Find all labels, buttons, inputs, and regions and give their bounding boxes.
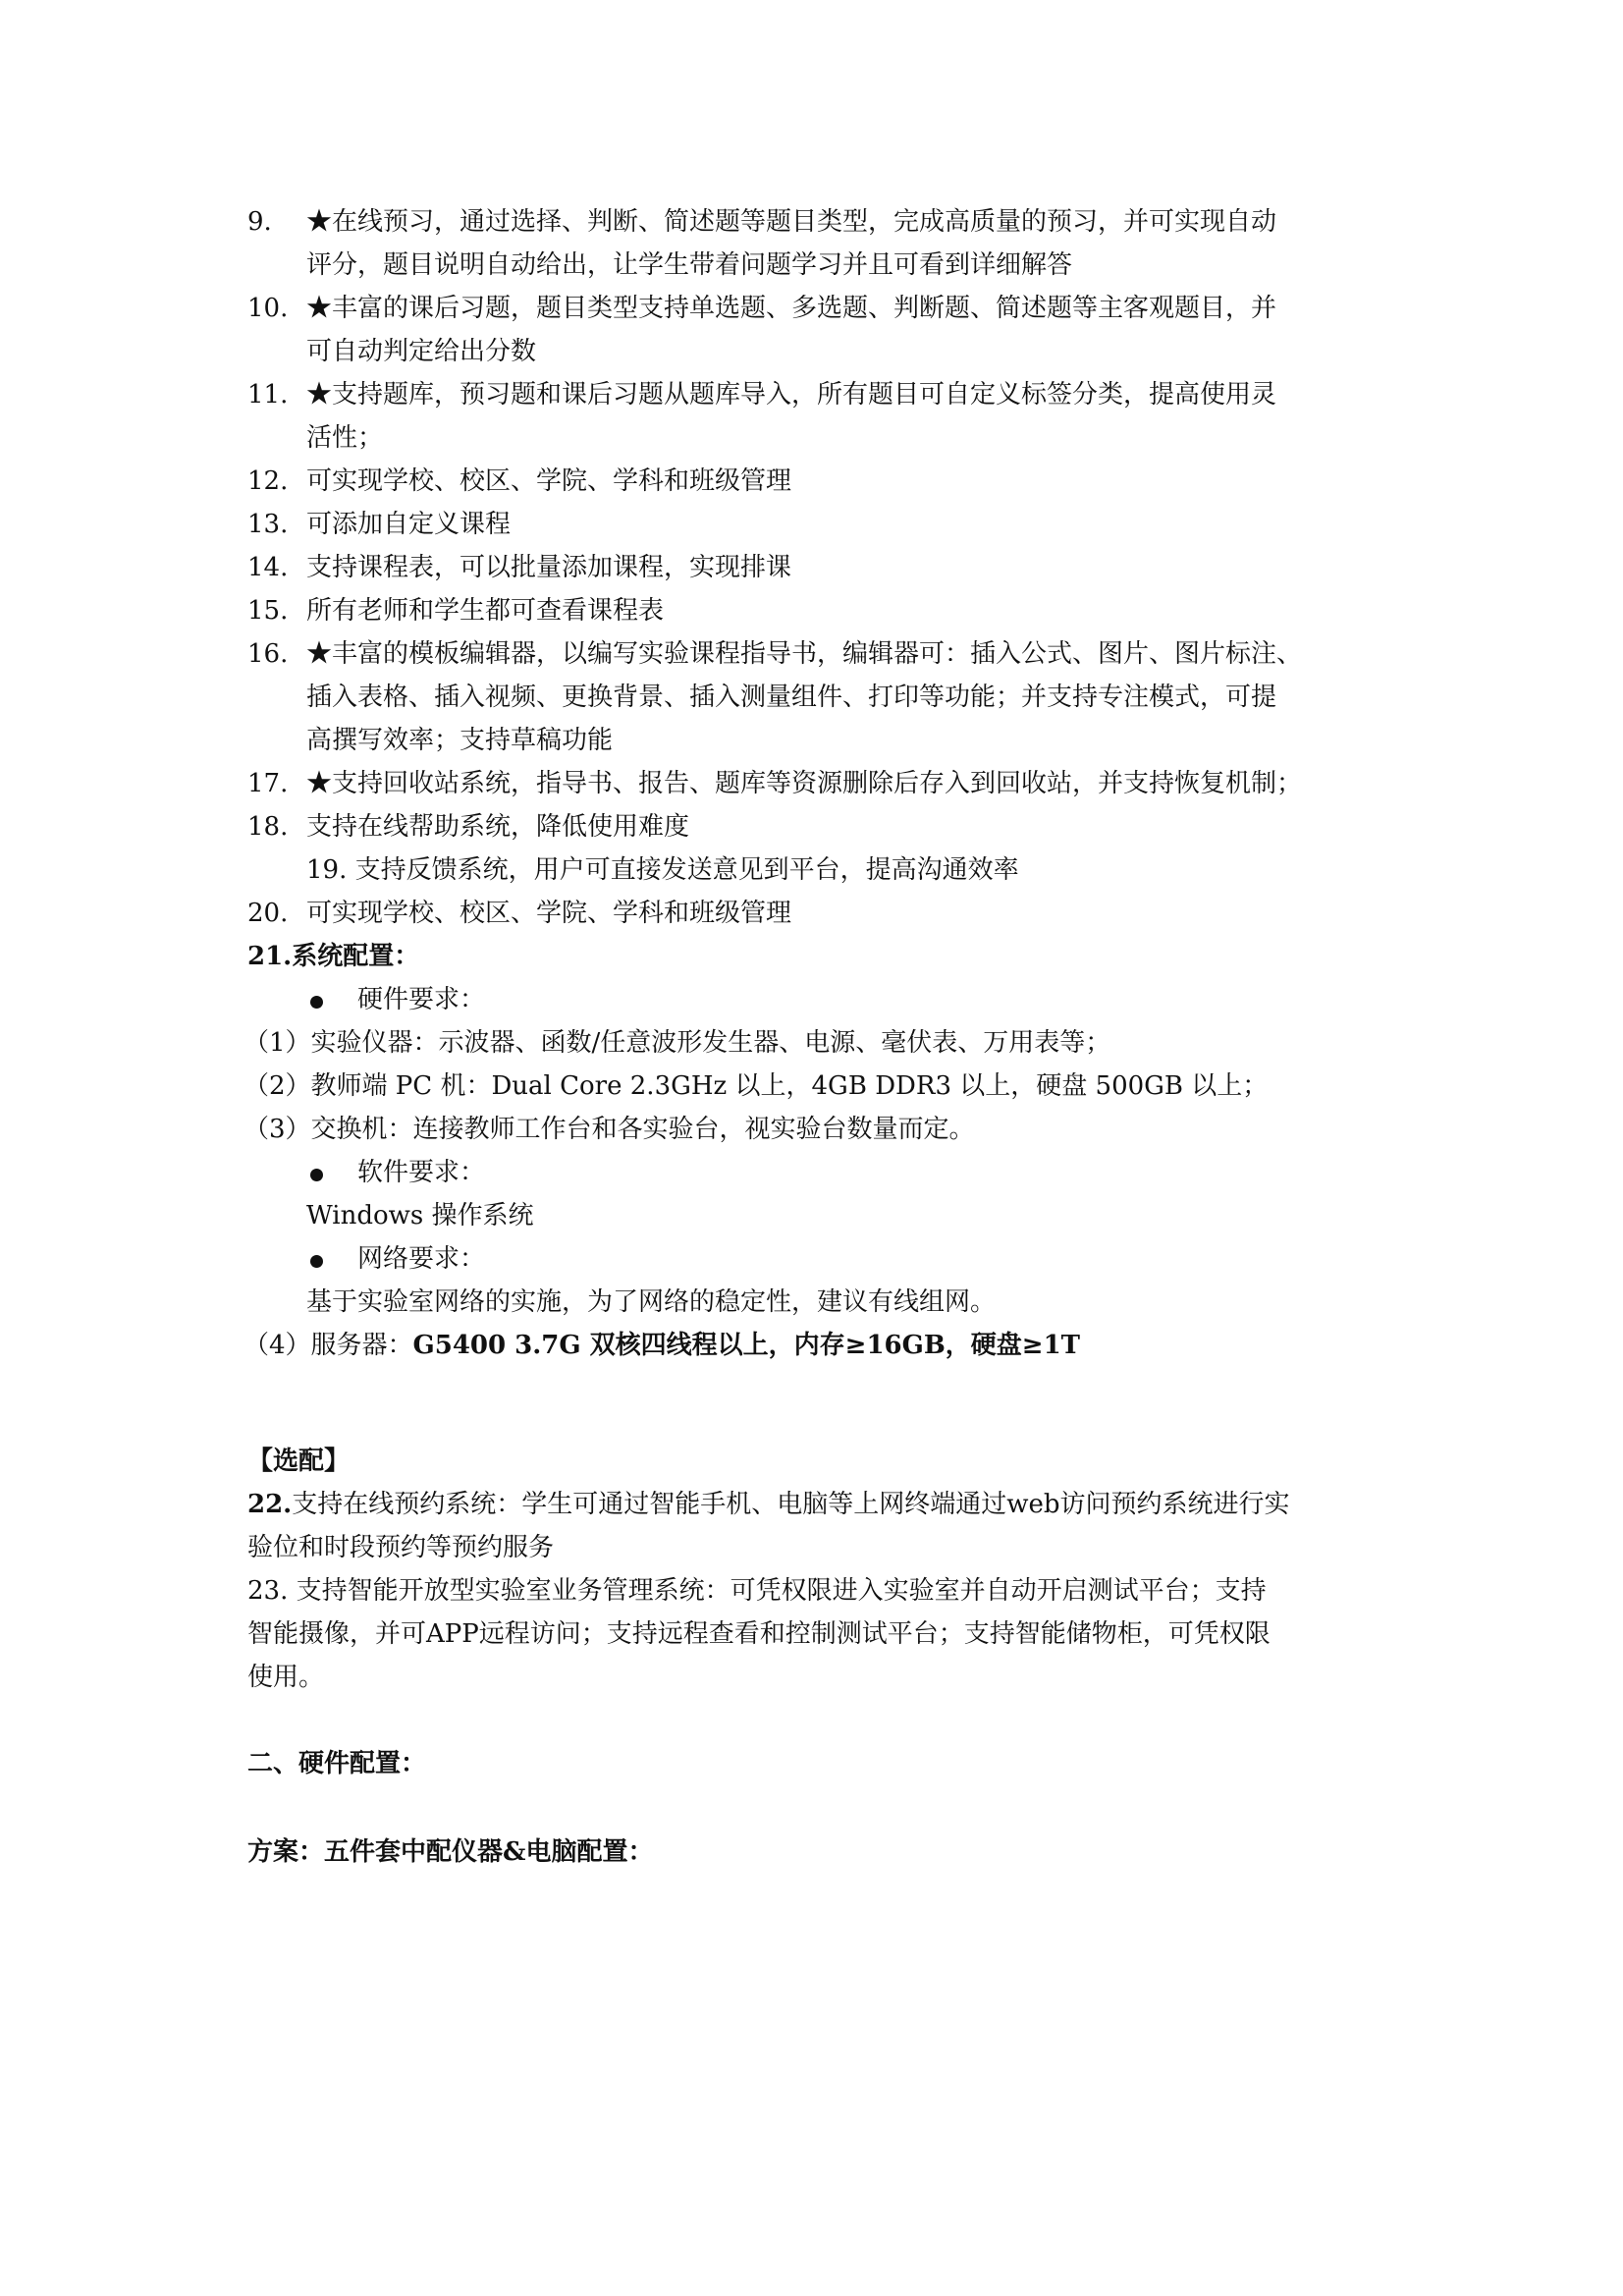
item-text: ★在线预习，通过选择、判断、简述题等题目类型，完成高质量的预习，并可实现自动	[306, 207, 1277, 237]
item-text: 所有老师和学生都可查看课程表	[306, 596, 665, 626]
list-item	[0, 1573, 1623, 1609]
optional-title: 【选配】	[247, 1447, 351, 1476]
bullet-icon	[310, 1169, 323, 1181]
item-text: 智能摄像，并可APP远程访问；支持远程查看和控制测试平台；支持智能储物柜，可凭权限	[247, 1619, 1271, 1649]
section-heading	[0, 1746, 1623, 1781]
item-text: ★丰富的课后习题，题目类型支持单选题、多选题、判断题、简述题等主客观题目，并	[306, 294, 1277, 323]
list-item-continuation	[0, 1660, 1623, 1695]
item-text: 可实现学校、校区、学院、学科和班级管理	[306, 466, 792, 496]
list-item	[0, 636, 1623, 672]
item-text: 活性；	[306, 423, 384, 453]
item-number: 16.	[247, 639, 289, 669]
hardware-item: （3）交换机：连接教师工作台和各实验台，视实验台数量而定。	[243, 1115, 975, 1144]
item-number: 15.	[247, 596, 289, 626]
paragraph	[0, 1328, 1623, 1363]
item-text: 高撰写效率；支持草稿功能	[306, 726, 614, 755]
sys-config-title: 21.系统配置：	[247, 942, 420, 971]
list-item	[0, 593, 1623, 629]
server-spec: G5400 3.7G 双核四线程以上，内存≥16GB，硬盘≥1T	[412, 1331, 1081, 1360]
bullet-item	[0, 1155, 1623, 1190]
item-text: 可添加自定义课程	[306, 510, 512, 539]
item-text: 可自动判定给出分数	[306, 337, 537, 366]
item-text: 验位和时段预约等预约服务	[247, 1533, 555, 1562]
item-text: 支持课程表，可以批量添加课程，实现排课	[306, 553, 792, 582]
network-label: 网络要求：	[357, 1244, 486, 1274]
item-text: 使用。	[247, 1663, 325, 1692]
paragraph	[0, 1025, 1623, 1061]
hardware-section-title: 二、硬件配置：	[247, 1749, 427, 1778]
network-text: 基于实验室网络的实施，为了网络的稳定性，建议有线组网。	[306, 1287, 997, 1317]
hardware-label: 硬件要求：	[357, 985, 486, 1014]
item-text: 插入表格、插入视频、更换背景、插入测量组件、打印等功能；并支持专注模式，可提	[306, 683, 1277, 712]
bullet-icon	[310, 1255, 323, 1268]
bullet-item	[0, 1241, 1623, 1277]
list-item	[0, 809, 1623, 845]
list-item-continuation	[0, 334, 1623, 369]
list-item	[0, 464, 1623, 499]
section-heading	[0, 1834, 1623, 1870]
paragraph	[0, 1198, 1623, 1233]
item-22-line	[247, 1487, 1290, 1522]
software-label: 软件要求：	[357, 1158, 486, 1187]
item-number: 22.	[247, 1490, 293, 1519]
list-item-continuation	[0, 680, 1623, 715]
item-text: ★支持回收站系统，指导书、报告、题库等资源删除后存入到回收站，并支持恢复机制；	[306, 769, 1303, 798]
list-item	[0, 550, 1623, 585]
list-item-continuation	[0, 1530, 1623, 1565]
item-number: 18.	[247, 812, 289, 842]
paragraph	[0, 1285, 1623, 1320]
item-number: 9.	[247, 207, 272, 237]
software-text: Windows 操作系统	[306, 1201, 534, 1230]
item-text: 19. 支持反馈系统，用户可直接发送意见到平台，提高沟通效率	[306, 855, 1019, 885]
list-item-continuation	[0, 723, 1623, 758]
item-text: 评分，题目说明自动给出，让学生带着问题学习并且可看到详细解答	[306, 250, 1073, 280]
hardware-item: （1）实验仪器：示波器、函数/任意波形发生器、电源、毫伏表、万用表等；	[243, 1028, 1111, 1058]
item-text: 可实现学校、校区、学院、学科和班级管理	[306, 899, 792, 928]
item-number: 14.	[247, 553, 289, 582]
list-item	[0, 1487, 1623, 1522]
paragraph	[0, 1112, 1623, 1147]
list-item	[0, 377, 1623, 412]
plan-title: 方案：五件套中配仪器&电脑配置：	[247, 1837, 654, 1867]
section-heading	[0, 939, 1623, 974]
item-text: ★支持题库，预习题和课后习题从题库导入，所有题目可自定义标签分类，提高使用灵	[306, 380, 1277, 410]
server-prefix: （4）服务器：	[243, 1331, 413, 1360]
item-text: 支持在线帮助系统，降低使用难度	[306, 812, 690, 842]
list-item	[0, 204, 1623, 240]
list-item	[0, 507, 1623, 542]
hardware-item: （2）教师端 PC 机：Dual Core 2.3GHz 以上，4GB DDR3 以上，硬盘 500GB 以上；	[243, 1071, 1269, 1101]
list-item	[0, 896, 1623, 931]
paragraph	[0, 1068, 1623, 1104]
list-item-continuation	[0, 420, 1623, 456]
bullet-icon	[310, 996, 323, 1009]
list-item-continuation	[0, 1616, 1623, 1652]
section-heading	[0, 1444, 1623, 1479]
item-text: 23. 支持智能开放型实验室业务管理系统：可凭权限进入实验室并自动开启测试平台；支持	[247, 1576, 1267, 1606]
item-number: 11.	[247, 380, 289, 410]
item-text: 支持在线预约系统：学生可通过智能手机、电脑等上网终端通过web访问预约系统进行实	[292, 1490, 1290, 1519]
bullet-item	[0, 982, 1623, 1017]
item-text: ★丰富的模板编辑器，以编写实验课程指导书，编辑器可：插入公式、图片、图片标注、	[306, 639, 1303, 669]
list-item	[0, 852, 1623, 888]
list-item	[0, 766, 1623, 801]
list-item-continuation	[0, 247, 1623, 283]
item-number: 20.	[247, 899, 289, 928]
list-item	[0, 291, 1623, 326]
item-number: 13.	[247, 510, 289, 539]
server-line	[243, 1328, 1080, 1363]
item-number: 10.	[247, 294, 289, 323]
item-number: 17.	[247, 769, 289, 798]
item-number: 12.	[247, 466, 289, 496]
